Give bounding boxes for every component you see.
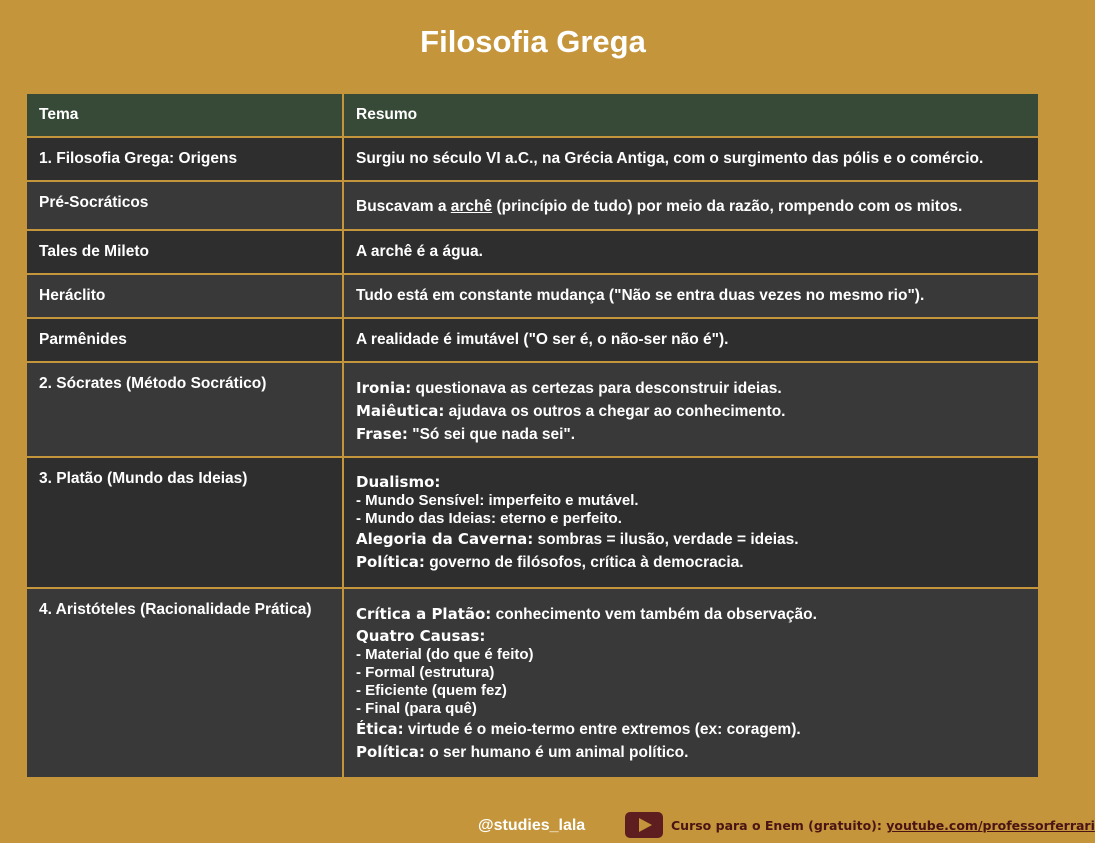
sub-item: - Mundo das Ideias: eterno e perfeito. [356,510,622,527]
row-resumo [343,181,1039,230]
row-tema: Parmênides [26,318,343,362]
sub-item: - Final (para quê) [356,700,477,717]
resumo-text: (princípio de tudo) por meio da razão, rompendo com os mitos. [492,198,963,215]
resumo-line [356,718,1026,741]
youtube-icon[interactable] [625,812,663,838]
resumo-line [356,423,1026,446]
table-row [26,318,1039,362]
page-title: Filosofia Grega [420,24,646,59]
sub-item: - Material (do que é feito) [356,646,534,663]
table-header-row [26,93,1039,137]
term-text: conhecimento vem também da observação. [491,606,817,623]
row-tema: 3. Platão (Mundo das Ideias) [26,457,343,588]
term-text: ajudava os outros a chegar ao conhecimento. [444,403,786,420]
arche-term: archê [450,198,493,215]
row-tema: Tales de Mileto [26,230,343,274]
row-tema: 1. Filosofia Grega: Origens [26,137,343,181]
term-text: governo de filósofos, crítica à democracia. [424,554,744,571]
row-tema: Heráclito [26,274,343,318]
term-label: Alegoria da Caverna: [356,530,534,548]
resumo-line [356,400,1026,423]
resumo-line [356,528,1026,551]
column-header-resumo: Resumo [343,93,1039,137]
row-resumo: A realidade é imutável ("O ser é, o não-ser não é"). [343,318,1039,362]
sub-item: - Mundo Sensível: imperfeito e mutável. [356,492,639,509]
term-label: Maiêutica: [356,402,445,420]
author-handle: @studies_lala [478,817,586,834]
course-label: Curso para o Enem (gratuito): [671,818,887,833]
table-row [26,137,1039,181]
term-text: virtude é o meio-termo entre extremos (ex: coragem). [403,721,801,738]
table-row [26,274,1039,318]
row-tema: Pré-Socráticos [26,181,343,230]
term-label: Quatro Causas: [356,627,486,645]
term-text: "Só sei que nada sei". [407,426,576,443]
term-label: Política: [356,553,425,571]
row-resumo: Tudo está em constante mudança ("Não se entra duas vezes no mesmo rio"). [343,274,1039,318]
sub-item: - Eficiente (quem fez) [356,682,507,699]
resumo-text: Buscavam a [356,198,451,215]
resumo-line [356,603,1026,626]
term-label: Crítica a Platão: [356,605,492,623]
table-row [26,588,1039,778]
table-row [26,230,1039,274]
summary-table [25,92,1040,779]
term-text: questionava as certezas para desconstruir ideias. [411,380,782,397]
table-row [26,362,1039,457]
row-resumo [343,457,1039,588]
term-text: sombras = ilusão, verdade = ideias. [533,531,799,548]
term-label: Ética: [356,720,404,738]
term-label: Dualismo: [356,473,441,491]
term-text: o ser humano é um animal político. [424,744,689,761]
resumo-line [356,551,1026,574]
resumo-line [356,377,1026,400]
row-resumo: A archê é a água. [343,230,1039,274]
row-resumo [343,588,1039,778]
row-tema: 4. Aristóteles (Racionalidade Prática) [26,588,343,778]
row-resumo: Surgiu no século VI a.C., na Grécia Antiga, com o surgimento das pólis e o comércio. [343,137,1039,181]
term-label: Política: [356,743,425,761]
course-link[interactable]: youtube.com/professorferrari [886,818,1095,833]
resumo-line [356,741,1026,764]
row-tema: 2. Sócrates (Método Socrático) [26,362,343,457]
table-row [26,457,1039,588]
sub-item: - Formal (estrutura) [356,664,495,681]
table-row [26,181,1039,230]
term-label: Ironia: [356,379,412,397]
term-label: Frase: [356,425,408,443]
row-resumo [343,362,1039,457]
course-promo [671,818,1095,833]
column-header-tema: Tema [26,93,343,137]
